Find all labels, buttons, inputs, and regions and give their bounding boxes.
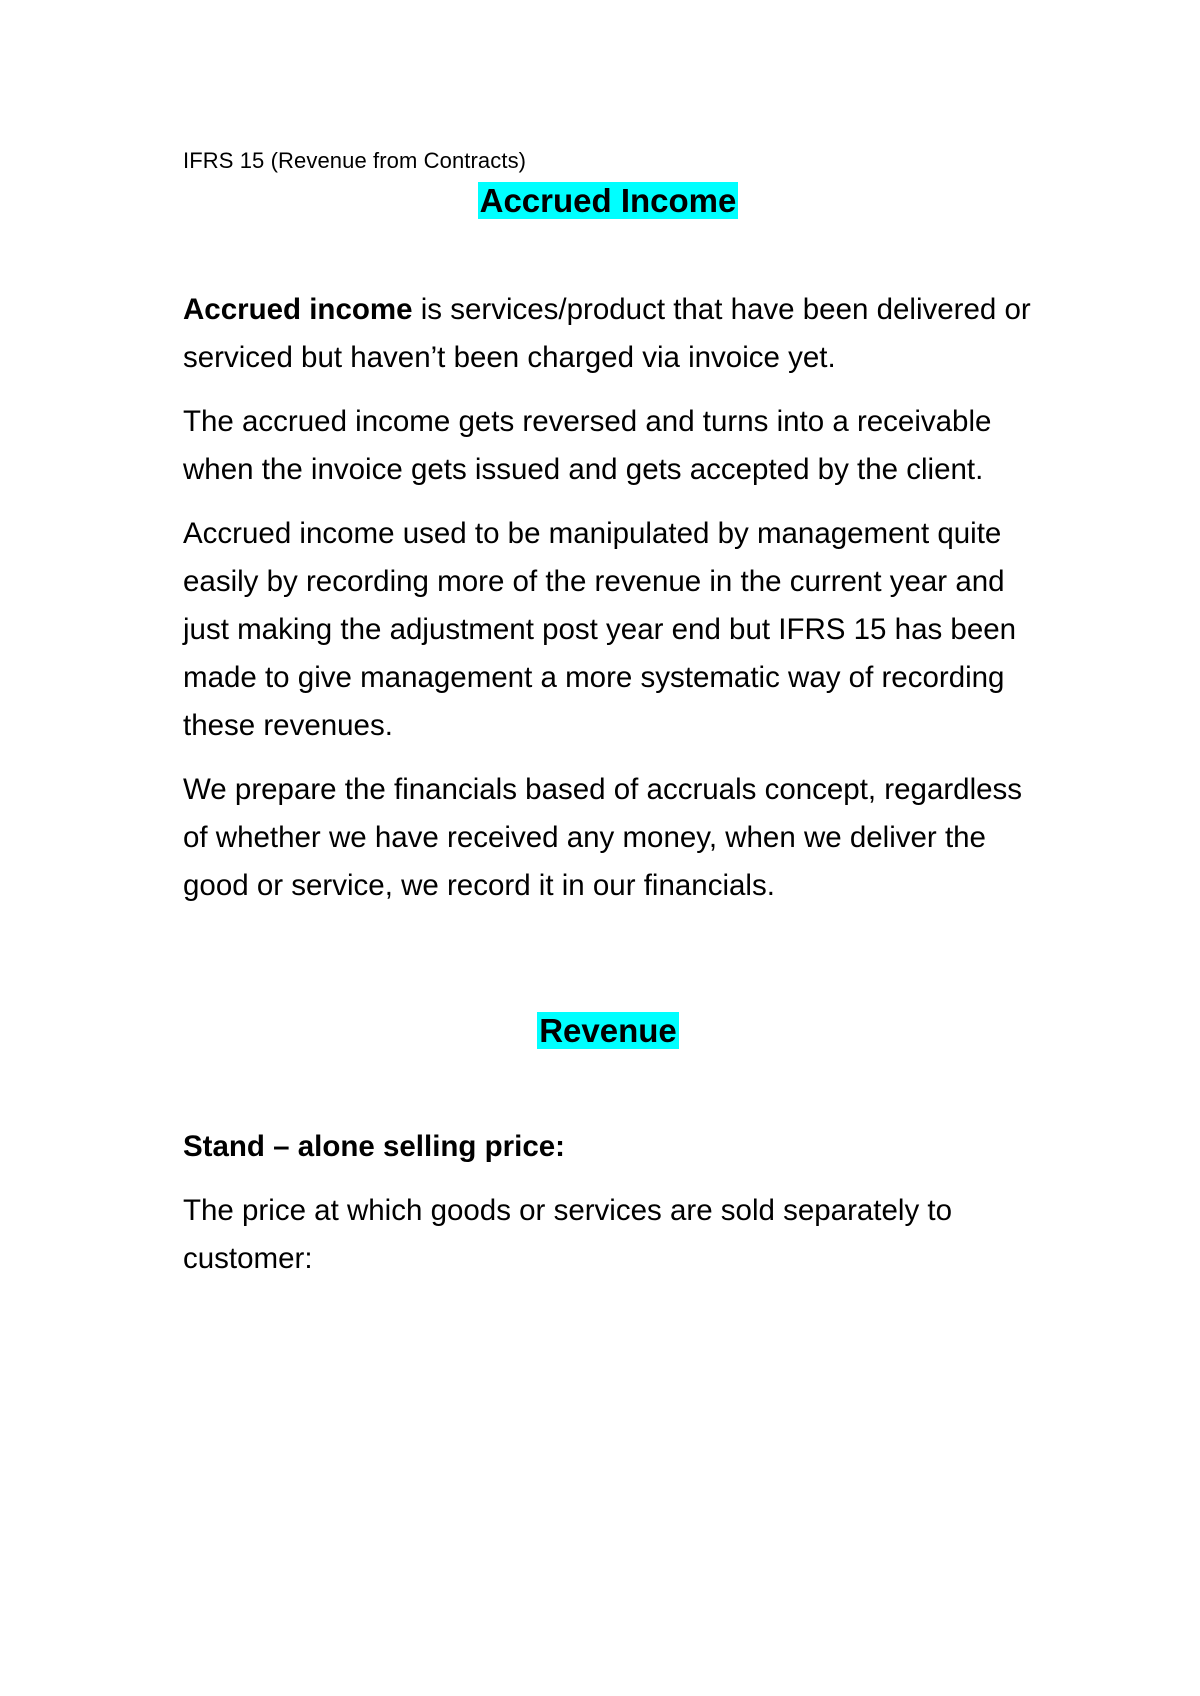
heading-accrued-income <box>183 176 1033 226</box>
subheading-standalone-price-text: Stand – alone selling price: <box>183 1130 565 1163</box>
paragraph-accrued-definition-text: is services/product that have been delivered or serviced but haven’t been charged via invoice yet. <box>183 293 1031 374</box>
term-accrued-income: Accrued income <box>183 293 413 326</box>
paragraph-accruals-concept: We prepare the financials based of accruals concept, regardless of whether we have received any money, when we deliver the good or service, we record it in our financials. <box>183 773 1023 902</box>
heading-accrued-income-text: Accrued Income <box>479 182 737 219</box>
paragraph-standalone-definition: The price at which goods or services are sold separately to customer: <box>183 1194 953 1275</box>
heading-revenue <box>183 1006 1033 1056</box>
subheading-standalone-price <box>183 1123 1033 1171</box>
paragraph-accrued-reversal: The accrued income gets reversed and turns into a receivable when the invoice gets issued and gets accepted by the client. <box>183 405 992 486</box>
document-header: IFRS 15 (Revenue from Contracts) <box>183 148 527 173</box>
document-body <box>183 146 1033 1283</box>
heading-revenue-text: Revenue <box>539 1012 677 1049</box>
paragraph-accrued-manipulation: Accrued income used to be manipulated by management quite easily by recording more of the revenue in the current year and just making the adjustment post year end but IFRS 15 has been made to give management a more systematic way of recording these revenues. <box>183 517 1017 742</box>
paragraph-accrued-definition <box>183 286 1033 382</box>
